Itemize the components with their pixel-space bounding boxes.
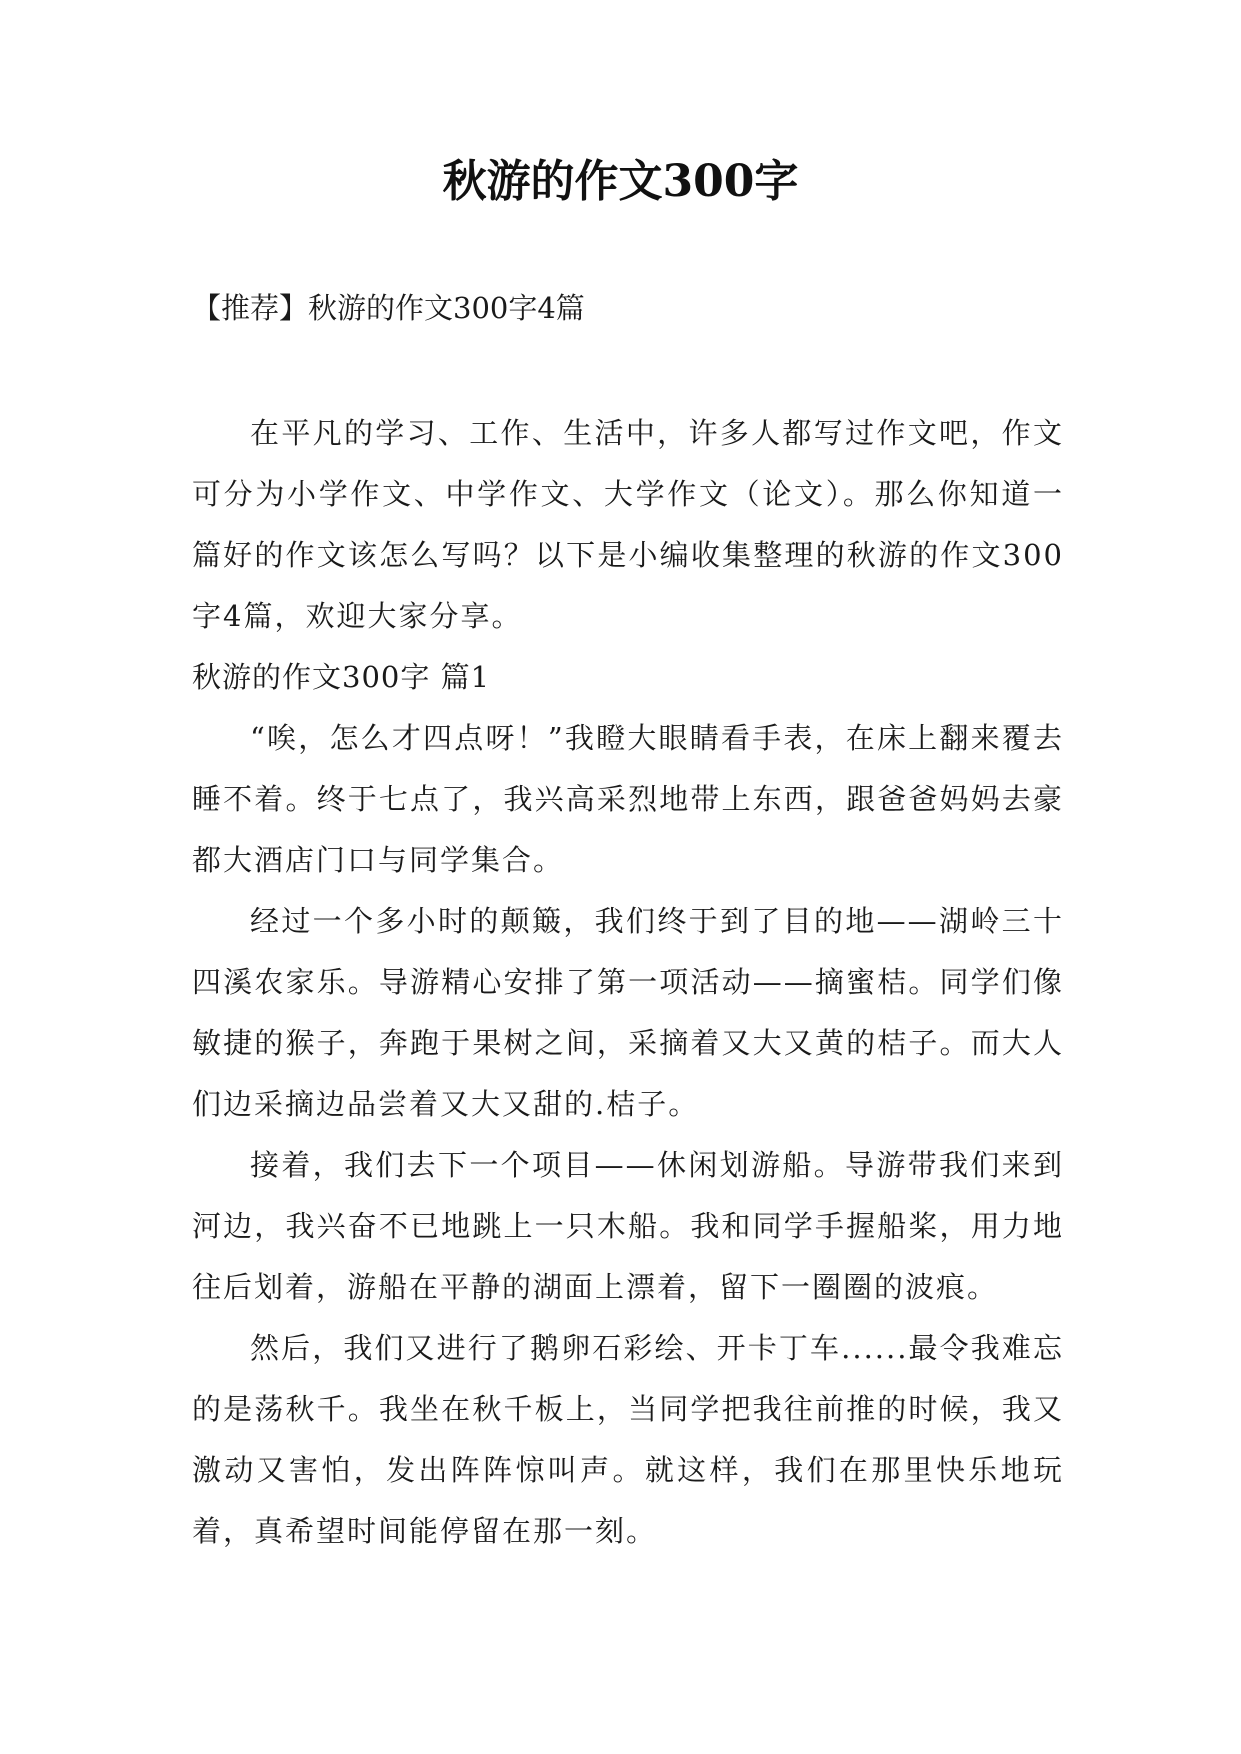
essay-paragraph: 然后，我们又进行了鹅卵石彩绘、开卡丁车......最令我难忘的是荡秋千。我坐在秋千板上，当同学把我往前推的时候，我又激动又害怕，发出阵阵惊叫声。就这样，我们在那里快乐地玩着，真希望时间能停留在那一刻。 [192,1331,1064,1548]
essay-paragraph: 接着，我们去下一个项目——休闲划游船。导游带我们来到河边，我兴奋不已地跳上一只木船。我和同学手握船桨，用力地往后划着，游船在平静的湖面上漂着，留下一圈圈的波痕。 [192,1148,1064,1304]
essay-paragraph: 经过一个多小时的颠簸，我们终于到了目的地——湖岭三十四溪农家乐。导游精心安排了第一项活动——摘蜜桔。同学们像敏捷的猴子，奔跑于果树之间，采摘着又大又黄的桔子。而大人们边采摘边品尝着又大又甜的.桔子。 [192,904,1064,1121]
document-body [192,403,1064,1562]
intro-paragraph: 在平凡的学习、工作、生活中，许多人都写过作文吧，作文可分为小学作文、中学作文、大学作文（论文）。那么你知道一篇好的作文该怎么写吗？以下是小编收集整理的秋游的作文300字4篇，欢迎大家分享。 [192,416,1064,633]
document-subtitle: 【推荐】秋游的作文300字4篇 [192,291,585,325]
essay-paragraph: “唉，怎么才四点呀！”我瞪大眼睛看手表，在床上翻来覆去睡不着。终于七点了，我兴高采烈地带上东西，跟爸爸妈妈去豪都大酒店门口与同学集合。 [192,721,1064,877]
document-title: 秋游的作文300字 [442,156,799,207]
section-heading: 秋游的作文300字 篇1 [192,660,491,694]
